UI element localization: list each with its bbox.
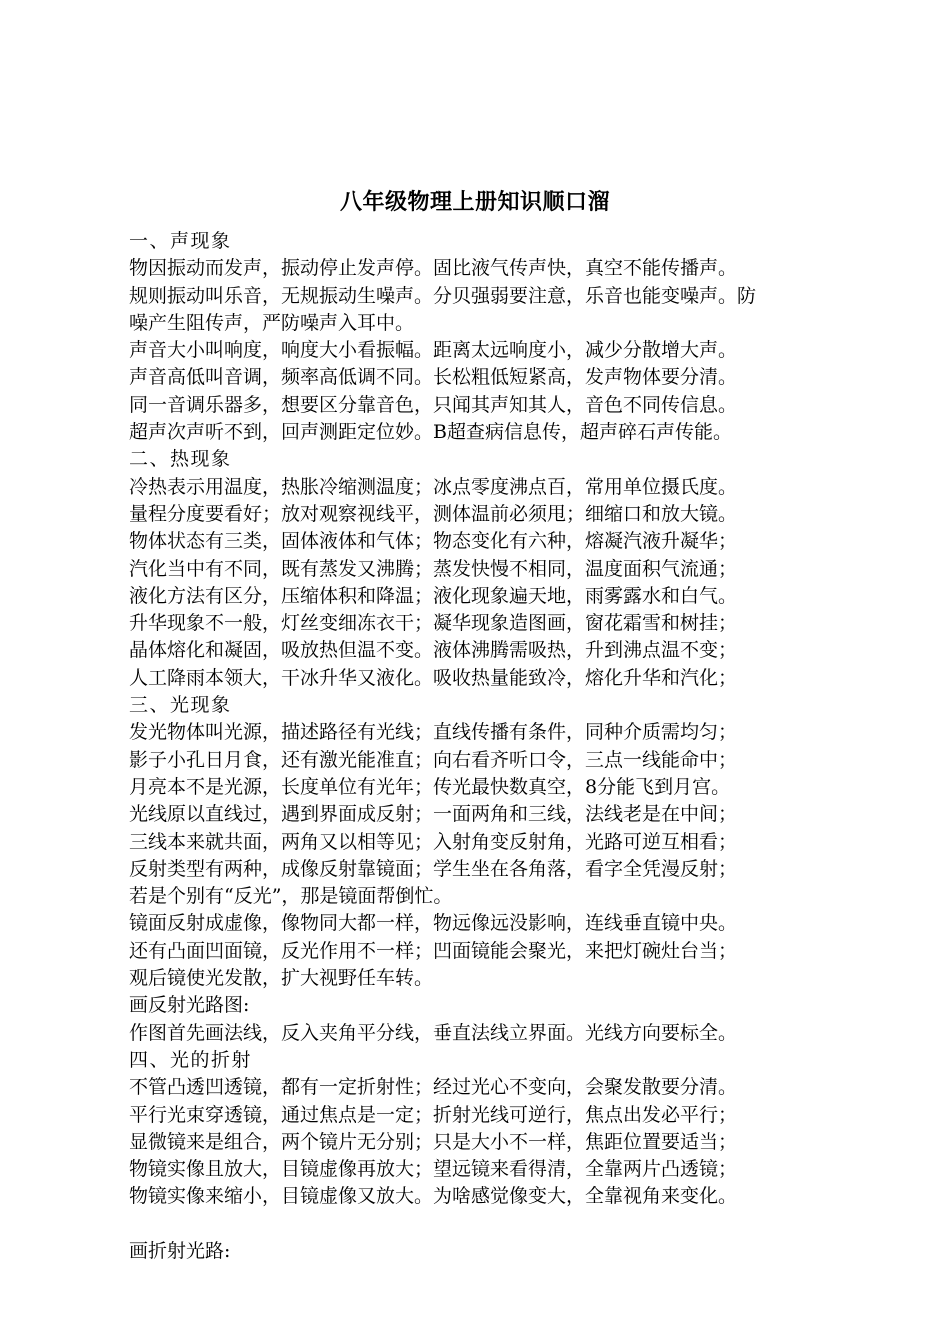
subheading-refraction-diagram: 画折射光路: — [129, 1239, 231, 1262]
text-line: 物因振动而发声，振动停止发声停。固比液气传声快，真空不能传播声。 — [129, 257, 738, 280]
text-line: 晶体熔化和凝固，吸放热但温不变。液体沸腾需吸热，升到沸点温不变； — [129, 639, 738, 662]
text-line: 镜面反射成虚像，像物同大都一样，物远像远没影响，连线垂直镜中央。 — [129, 912, 738, 935]
text-line: 规则振动叫乐音，无规振动生噪声。分贝强弱要注意，乐音也能变噪声。防 — [129, 284, 757, 307]
text-line: 显微镜来是组合，两个镜片无分别；只是大小不一样，焦距位置要适当； — [129, 1130, 738, 1153]
text-line: 反射类型有两种，成像反射靠镜面；学生坐在各角落，看字全凭漫反射； — [129, 857, 738, 880]
text-line: 同一音调乐器多，想要区分靠音色，只闻其声知其人，音色不同传信息。 — [129, 393, 738, 416]
text-line: 超声次声听不到，回声测距定位妙。B超查病信息传，超声碎石声传能。 — [129, 421, 732, 444]
text-line: 汽化当中有不同，既有蒸发又沸腾；蒸发快慢不相同，温度面积气流通； — [129, 557, 738, 580]
section-heading-refraction: 四、光的折射 — [129, 1048, 253, 1071]
text-line: 噪产生阻传声，严防噪声入耳中。 — [129, 311, 415, 334]
text-line: 观后镜使光发散，扩大视野任车转。 — [129, 967, 434, 990]
text-line: 声音大小叫响度，响度大小看振幅。距离太远响度小，减少分散增大声。 — [129, 339, 738, 362]
section-heading-light: 三、光现象 — [129, 694, 232, 717]
text-line: 作图首先画法线，反入夹角平分线，垂直法线立界面。光线方向要标全。 — [129, 1021, 738, 1044]
text-line: 发光物体叫光源，描述路径有光线；直线传播有条件，同种介质需均匀； — [129, 721, 738, 744]
text-line: 若是个别有“反光”，那是镜面帮倒忙。 — [129, 885, 453, 908]
section-heading-sound: 一、声现象 — [129, 230, 232, 252]
text-line: 物镜实像来缩小，目镜虚像又放大。为啥感觉像变大，全靠视角来变化。 — [129, 1185, 738, 1208]
text-line: 三线本来就共面，两角又以相等见；入射角变反射角，光路可逆互相看； — [129, 830, 738, 853]
text-line: 人工降雨本领大，干冰升华又液化。吸收热量能致冷，熔化升华和汽化； — [129, 666, 738, 689]
subheading-reflection-diagram: 画反射光路图: — [129, 994, 250, 1017]
document-title: 八年级物理上册知识顺口溜 — [339, 189, 610, 215]
text-line: 升华现象不一般，灯丝变细冻衣干；凝华现象造图画，窗花霜雪和树挂； — [129, 612, 738, 635]
text-line: 冷热表示用温度，热胀冷缩测温度；冰点零度沸点百，常用单位摄氏度。 — [129, 475, 738, 498]
text-line: 平行光束穿透镜，通过焦点是一定；折射光线可逆行，焦点出发必平行； — [129, 1103, 738, 1126]
text-line: 液化方法有区分，压缩体积和降温；液化现象遍天地，雨雾露水和白气。 — [129, 584, 738, 607]
section-heading-heat: 二、热现象 — [129, 448, 232, 471]
text-line: 声音高低叫音调，频率高低调不同。长松粗低短紧高，发声物体要分清。 — [129, 366, 738, 389]
text-line: 月亮本不是光源，长度单位有光年；传光最快数真空，8分能飞到月宫。 — [129, 775, 731, 798]
text-line: 不管凸透凹透镜，都有一定折射性；经过光心不变向，会聚发散要分清。 — [129, 1076, 738, 1099]
text-line: 还有凸面凹面镜，反光作用不一样；凹面镜能会聚光，来把灯碗灶台当； — [129, 939, 738, 962]
text-line: 物镜实像且放大，目镜虚像再放大；望远镜来看得清，全靠两片凸透镜； — [129, 1158, 738, 1181]
text-line: 光线原以直线过，遇到界面成反射；一面两角和三线，法线老是在中间； — [129, 803, 738, 826]
text-line: 影子小孔日月食，还有激光能准直；向右看齐听口令，三点一线能命中； — [129, 748, 738, 771]
text-line: 量程分度要看好；放对观察视线平，测体温前必须甩；细缩口和放大镜。 — [129, 502, 738, 525]
text-line: 物体状态有三类，固体液体和气体；物态变化有六种，熔凝汽液升凝华； — [129, 530, 738, 553]
blank-line — [129, 1211, 829, 1238]
document-body — [129, 228, 829, 1265]
